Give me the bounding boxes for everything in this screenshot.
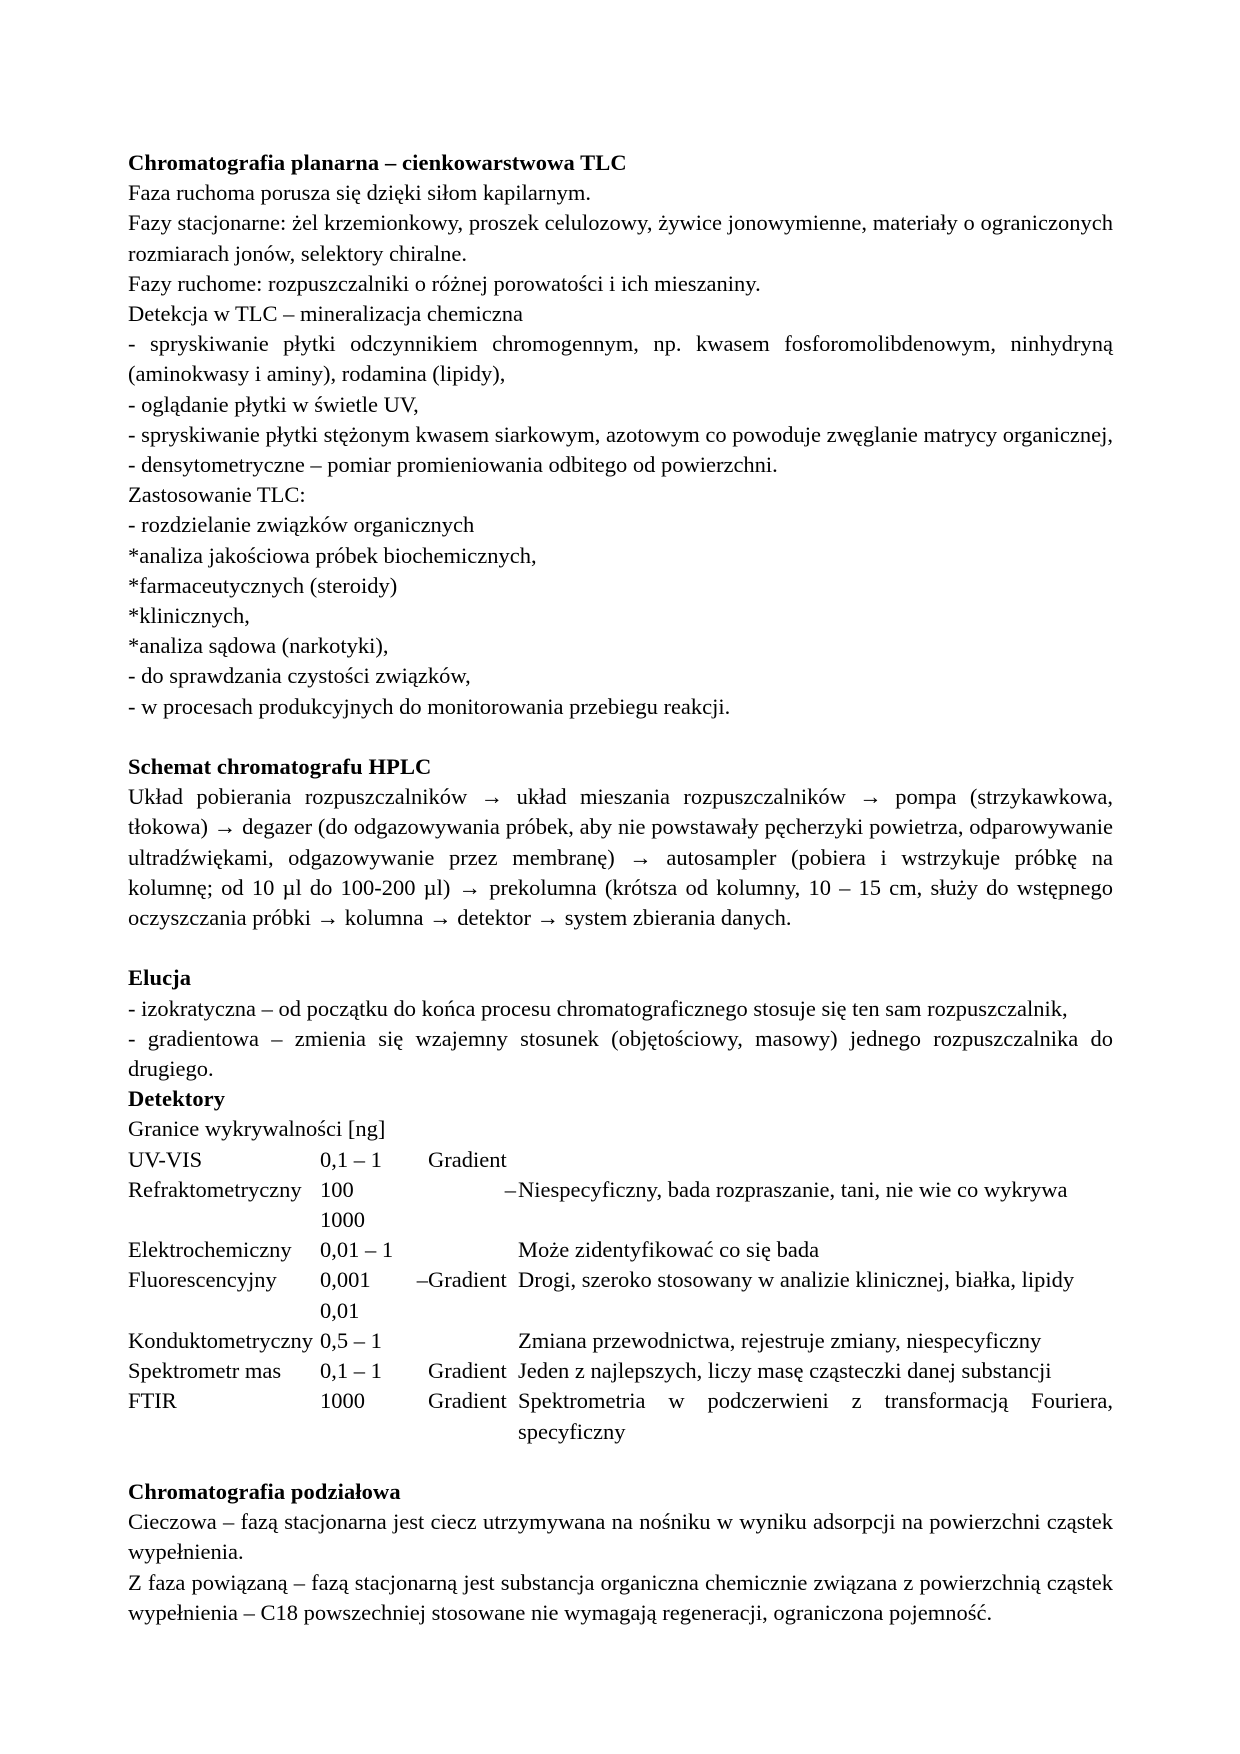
detector-description: Niespecyficzny, bada rozpraszanie, tani, nie wie co wykrywa [518,1176,1068,1202]
table-row [128,1265,1113,1325]
table-row [128,1356,1113,1386]
detector-mode: Gradient [428,1146,507,1172]
tlc-line-5: - spryskiwanie płytki odczynnikiem chromogennym, np. kwasem fosforomolibdenowym, ninhydryną (aminokwasy i aminy), rodamina (lipidy), [128,331,1113,387]
table-row [128,1235,1113,1265]
tlc-detection-heading: Detekcja w TLC – mineralizacja chemiczna [128,301,524,327]
document-content [128,148,1113,1628]
detector-limit-dash: – [504,1176,516,1202]
detector-limit-end: 0,01 [320,1297,360,1323]
detector-description: Spektrometria w podczerwieni z transformacją Fouriera, specyficzny [518,1388,1113,1444]
tlc-line-11: *analiza jakościowa próbek biochemicznych, [128,542,537,568]
detector-mode: Gradient [428,1358,507,1384]
podzialowa-paragraph-1: Cieczowa – fazą stacjonarna jest ciecz utrzymywana na nośniku w wyniku adsorpcji na powierzchni cząstek wypełnienia. [128,1509,1113,1565]
table-row [128,1326,1113,1356]
tlc-applications-heading: Zastosowanie TLC: [128,482,306,508]
detector-limit: 0,5 – 1 [320,1327,382,1353]
detectors-heading: Detektory [128,1086,226,1112]
elucja-item-2: - gradientowa – zmienia się wzajemny stosunek (objętościowy, masowy) jednego rozpuszczalnika do drugiego. [128,1025,1113,1082]
detector-limit-end: 1000 [320,1207,365,1233]
detector-limit: 0,1 – 1 [320,1358,382,1384]
tlc-line-1: Faza ruchoma porusza się dzięki siłom kapilarnym. [128,180,591,206]
detector-name: FTIR [128,1388,177,1414]
detector-description: Zmiana przewodnictwa, rejestruje zmiany, niespecyficzny [518,1327,1042,1353]
tlc-line-3: Fazy ruchome: rozpuszczalniki o różnej porowatości i ich mieszaniny. [128,270,761,296]
detector-limit [320,1175,518,1235]
elucja-item-1: - izokratyczna – od początku do końca procesu chromatograficznego stosuje się ten sam rozpuszczalnik, [128,995,1068,1021]
tlc-line-12: *farmaceutycznych (steroidy) [128,572,398,598]
detector-limit: 0,01 – 1 [320,1237,394,1263]
page-title: Chromatografia planarna – cienkowarstwowa TLC [128,150,627,175]
detectors-subheading: Granice wykrywalności [ng] [128,1116,386,1142]
podzialowa-heading: Chromatografia podziałowa [128,1478,401,1504]
section-gap-2 [128,933,1113,963]
podzialowa-paragraph-2: Z faza powiązaną – fazą stacjonarną jest substancja organiczna chemicznie związana z powierzchnią cząstek wypełnienia – C18 powszechniej stosowane nie wymagają regeneracji, ograniczona pojemność. [128,1569,1113,1625]
detector-description [518,1145,1113,1175]
hplc-heading: Schemat chromatografu HPLC [128,754,432,780]
detector-mode [428,1326,518,1356]
detector-limit-start: 0,001 [320,1267,371,1293]
detector-limit [320,1265,428,1325]
detector-name: Elektrochemiczny [128,1237,292,1263]
detector-mode: Gradient [428,1267,507,1293]
table-row [128,1145,1113,1175]
tlc-line-14: *analiza sądowa (narkotyki), [128,633,389,659]
detector-limit-start: 100 [320,1176,354,1202]
tlc-line-8: - densytometryczne – pomiar promieniowania odbitego od powierzchni. [128,452,778,478]
section-gap-1 [128,722,1113,752]
section-gap-3 [128,1447,1113,1477]
detector-mode [428,1235,518,1265]
detector-name: Refraktometryczny [128,1176,302,1202]
detector-description: Może zidentyfikować co się bada [518,1237,820,1263]
detector-table [128,1145,1113,1447]
detector-description: Drogi, szeroko stosowany w analizie klinicznej, białka, lipidy [518,1267,1075,1293]
detector-name: Fluorescencyjny [128,1267,277,1293]
tlc-line-13: *klinicznych, [128,603,250,629]
detector-description: Jeden z najlepszych, liczy masę cząsteczki danej substancji [518,1358,1052,1384]
tlc-line-15: - do sprawdzania czystości związków, [128,663,471,689]
detector-limit: 0,1 – 1 [320,1146,382,1172]
elucja-heading: Elucja [128,965,192,991]
detector-name: Konduktometryczny [128,1327,313,1353]
tlc-line-7: - spryskiwanie płytki stężonym kwasem siarkowym, azotowym co powoduje zwęglanie matrycy organicznej, [128,421,1113,447]
detector-limit: 1000 [320,1388,365,1414]
tlc-line-2: Fazy stacjonarne: żel krzemionkowy, proszek celulozowy, żywice jonowymienne, materiały o ograniczonych rozmiarach jonów, selektory chiralne. [128,210,1113,266]
hplc-paragraph: Układ pobierania rozpuszczalników → układ mieszania rozpuszczalników → pompa (strzykawkowa, tłokowa) → degazer (do odgazowywania próbek, aby nie powstawały pęcherzyki powietrza, odparowywanie ultradźwiękami, odgazowywanie przez membranę) → autosampler (pobiera i wstrzykuje próbkę na kolumnę; od 10 µl do 100-200 µl) → prekolumna (krótsza od kolumny, 10 – 15 cm, służy do wstępnego oczyszczania próbki → kolumna → detektor → system zbierania danych. [128,784,1113,931]
detector-name: Spektrometr mas [128,1358,282,1384]
tlc-line-6: - oglądanie płytki w świetle UV, [128,391,419,417]
tlc-line-16: - w procesach produkcyjnych do monitorowania przebiegu reakcji. [128,693,731,719]
detector-name: UV-VIS [128,1146,203,1172]
table-row [128,1386,1113,1446]
detector-mode: Gradient [428,1388,507,1414]
tlc-line-10: - rozdzielanie związków organicznych [128,512,475,538]
table-row [128,1175,1113,1235]
detector-limit-dash: – [416,1267,428,1293]
